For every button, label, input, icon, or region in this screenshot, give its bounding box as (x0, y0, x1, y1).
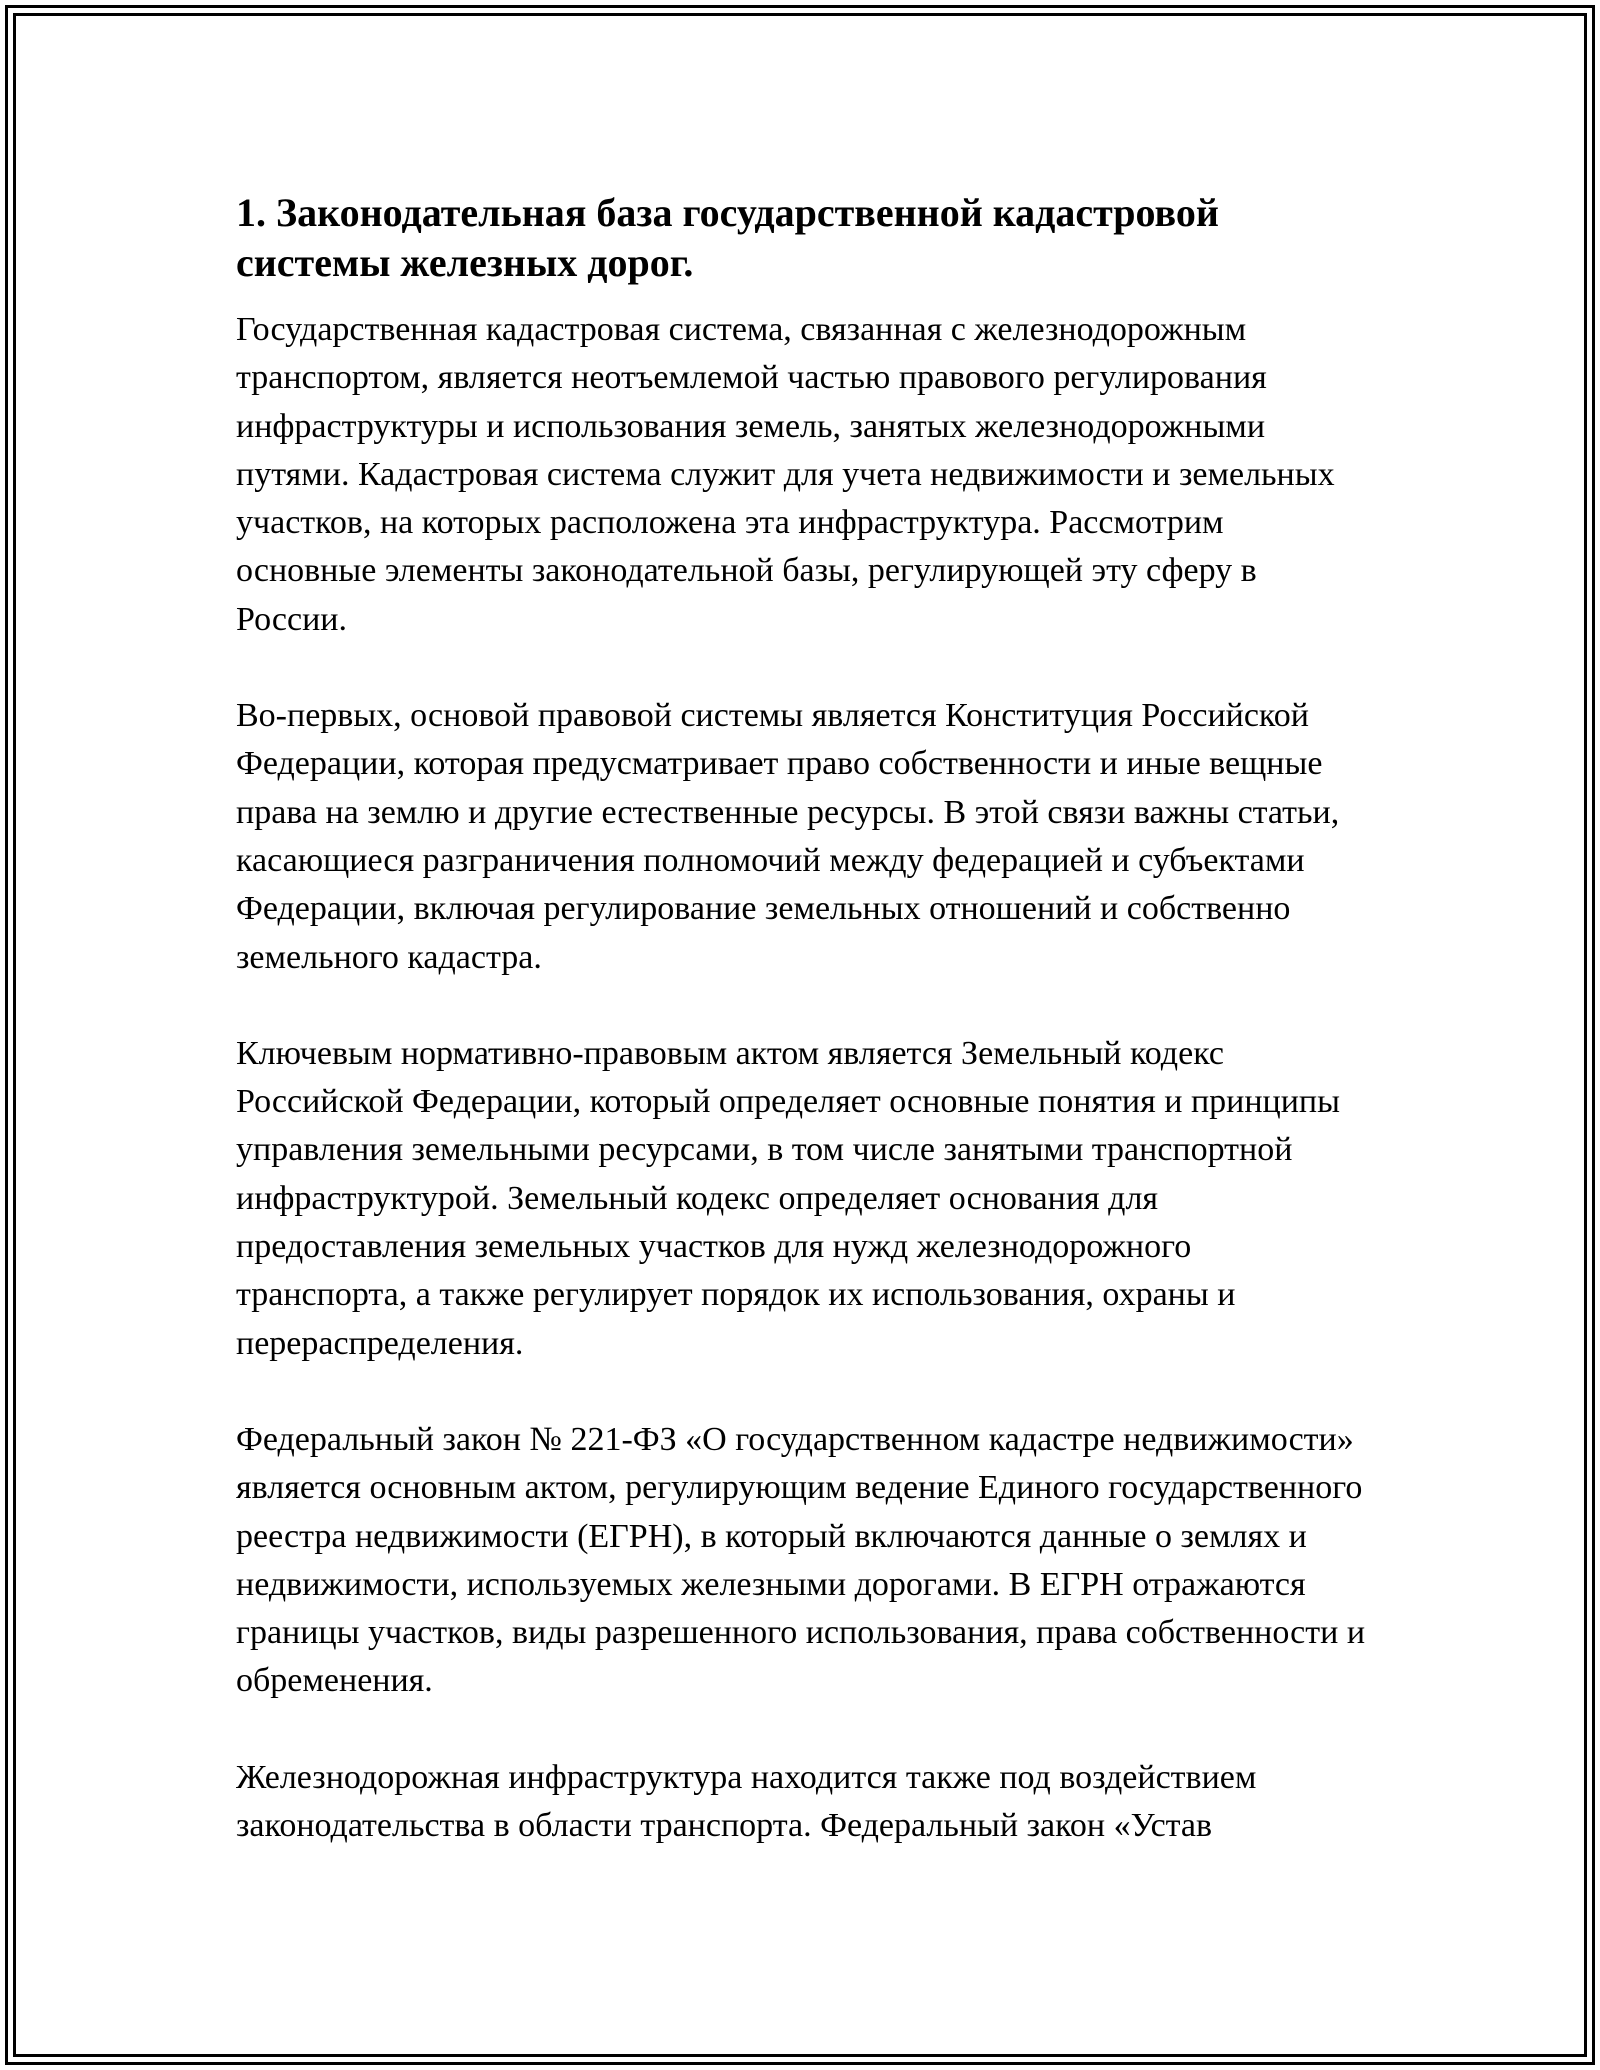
paragraph-federal-law-221: Федеральный закон № 221-ФЗ «О государственном кадастре недвижимости» является основным актом, регулирующим ведение Единого государственного реестра недвижимости (ЕГРН), в который включаются данные о землях и недвижимости, используемых железными дорогами. В ЕГРН отражаются границы участков, виды разрешенного использования, права собственности и обременения. (236, 1420, 1366, 1700)
paragraph-transport-legislation: Железнодорожная инфраструктура находится также под воздействием законодательства в области транспорта. Федеральный закон «Устав (236, 1758, 1257, 1845)
section-heading: 1. Законодательная база государственной кадастровой системы железных дорог. (236, 190, 1219, 285)
paragraph-land-code: Ключевым нормативно-правовым актом является Земельный кодекс Российской Федерации, который определяет основные понятия и принципы управления земельными ресурсами, в том числе занятыми транспортной инфраструктурой. Земельный кодекс определяет основания для предоставления земельных участков для нужд железнодорожного транспорта, а также регулирует порядок их использования, охраны и перераспределения. (236, 1034, 1340, 1362)
document-body (236, 188, 1366, 1898)
paragraph-constitution: Во-первых, основой правовой системы является Конституция Российской Федерации, которая предусматривает право собственности и иные вещные права на землю и другие естественные ресурсы. В этой связи важны статьи, касающиеся разграничения полномочий между федерацией и субъектами Федерации, включая регулирование земельных отношений и собственно земельного кадастра. (236, 697, 1340, 976)
paragraph-intro: Государственная кадастровая система, связанная с железнодорожным транспортом, является неотъемлемой частью правового регулирования инфраструктуры и использования земель, занятых железнодорожными путями. Кадастровая система служит для учета недвижимости и земельных участков, на которых расположена эта инфраструктура. Рассмотрим основные элементы законодательной базы, регулирующей эту сферу в России. (236, 311, 1335, 638)
